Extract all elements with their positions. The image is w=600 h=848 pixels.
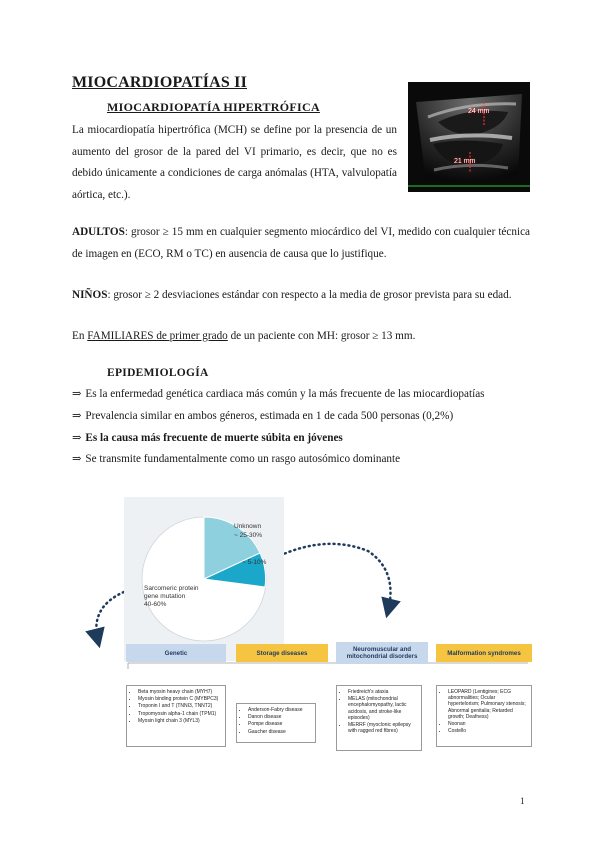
list-item: • Troponin I and T (TNNI3, TNNT2) xyxy=(138,703,221,709)
epi-bullet-1 xyxy=(72,386,485,402)
arrow-icon: ⇒ xyxy=(72,410,82,422)
pie-other-pct: ~ 5-10% xyxy=(242,559,267,566)
page-title: MIOCARDIOPATÍAS II xyxy=(72,74,248,91)
epi-bullet-text: Es la enfermedad genética cardiaca más común y la más frecuente de las miocardiopatías xyxy=(85,388,485,400)
family-criteria xyxy=(72,326,530,348)
list-item: • Friedreich's ataxia xyxy=(348,689,417,695)
echo-drawing xyxy=(408,82,530,192)
pie-sarcomeric-label-1: Sarcomeric protein xyxy=(144,585,199,592)
arrow-icon: ⇒ xyxy=(72,453,82,465)
etiology-figure xyxy=(68,491,536,763)
pie-sarcomeric-pct: 40-60% xyxy=(144,601,167,608)
neuro-header-line-1: Neuromuscular and xyxy=(352,646,412,653)
family-text: de un paciente con MH: grosor ≥ 13 mm. xyxy=(227,330,416,342)
children-text: : grosor ≥ 2 desviaciones estándar con respecto a la media de grosor prevista para su edad. xyxy=(107,289,512,301)
neuro-list xyxy=(336,685,422,751)
list-item: • Gaucher disease xyxy=(248,729,311,735)
epi-bullet-text: Se transmite fundamentalmente como un rasgo autosómico dominante xyxy=(85,453,401,465)
pie-unknown-pct: ~ 25-30% xyxy=(234,532,263,539)
intro-paragraph: La miocardiopatía hipertrófica (MCH) se define por la presencia de un aumento del grosor de la pared del VI primario, es decir, que no es debido únicamente a condiciones de carga anómalas (HTA, valvulopatía aórtica, etc.). xyxy=(72,124,397,201)
pie-panel xyxy=(124,497,284,661)
genetic-header: Genetic xyxy=(126,644,226,662)
echocardiogram-image xyxy=(408,82,530,192)
family-emphasis: FAMILIARES de primer grado xyxy=(87,330,228,342)
epidemiology-heading: EPIDEMIOLOGÍA xyxy=(107,367,209,379)
list-item: • Costello xyxy=(448,728,527,734)
etiology-pie-chart xyxy=(124,497,284,661)
list-item: • LEOPARD (Lentigines; ECG abnormalities; Ocular hypertelorism; Pulmonary stenosis; Abnormal genitalia; Retarded growth; Deafness) xyxy=(448,689,527,720)
family-prefix: En xyxy=(72,330,88,342)
list-item: • Beta myosin heavy chain (MYH7) xyxy=(138,689,221,695)
arrow-icon: ⇒ xyxy=(72,432,82,444)
adults-criteria xyxy=(72,222,530,265)
echo-label-top: 24 mm xyxy=(468,108,490,115)
list-item: • Myosin binding protein C (MYBPC3) xyxy=(138,696,221,702)
list-item: • Anderson-Fabry disease xyxy=(248,707,311,713)
list-item: • Pompe disease xyxy=(248,721,311,727)
echo-label-bottom: 21 mm xyxy=(454,158,476,165)
children-label: NIÑOS xyxy=(72,289,108,301)
list-item: • Noonan xyxy=(448,721,527,727)
epi-bullet-4 xyxy=(72,451,400,467)
list-item: • Danon disease xyxy=(248,714,311,720)
epi-bullet-3 xyxy=(72,430,343,446)
adults-text: : grosor ≥ 15 mm en cualquier segmento miocárdico del VI, medido con cualquier técnica de imagen en (ECO, RM o TC) en ausencia de causa que lo justifique. xyxy=(72,226,530,260)
section-subtitle: MIOCARDIOPATÍA HIPERTRÓFICA xyxy=(107,100,320,114)
neuro-header-line-2: mitochondrial disorders xyxy=(346,653,418,660)
list-item: • Myosin light chain 3 (MYL3) xyxy=(138,718,221,724)
epi-bullet-2 xyxy=(72,408,453,424)
children-criteria xyxy=(72,285,530,307)
page-number: 1 xyxy=(520,796,525,806)
genetic-list xyxy=(126,685,226,747)
adults-label: ADULTOS xyxy=(72,226,125,238)
pie-sarcomeric-label-2: gene mutation xyxy=(144,593,186,600)
malformation-header: Malformation syndromes xyxy=(436,644,532,662)
list-item: • MERRF (myoclonic epilepsy with ragged red fibres) xyxy=(348,722,417,734)
list-item: • MELAS (mitochondrial encephalomyopathy, lactic acidosis, and stroke-like episodes) xyxy=(348,696,417,721)
storage-list xyxy=(236,703,316,743)
neuro-header xyxy=(336,642,428,664)
storage-header: Storage diseases xyxy=(236,644,328,662)
arrow-icon: ⇒ xyxy=(72,388,82,400)
epi-bullet-text: Prevalencia similar en ambos géneros, estimada en 1 de cada 500 personas (0,2%) xyxy=(85,410,454,422)
malformation-list xyxy=(436,685,532,747)
epi-bullet-text: Es la causa más frecuente de muerte súbita en jóvenes xyxy=(85,432,343,444)
list-item: • Tropomyosin alpha-1 chain (TPM1) xyxy=(138,711,221,717)
pie-unknown-label: Unknown xyxy=(234,523,262,530)
